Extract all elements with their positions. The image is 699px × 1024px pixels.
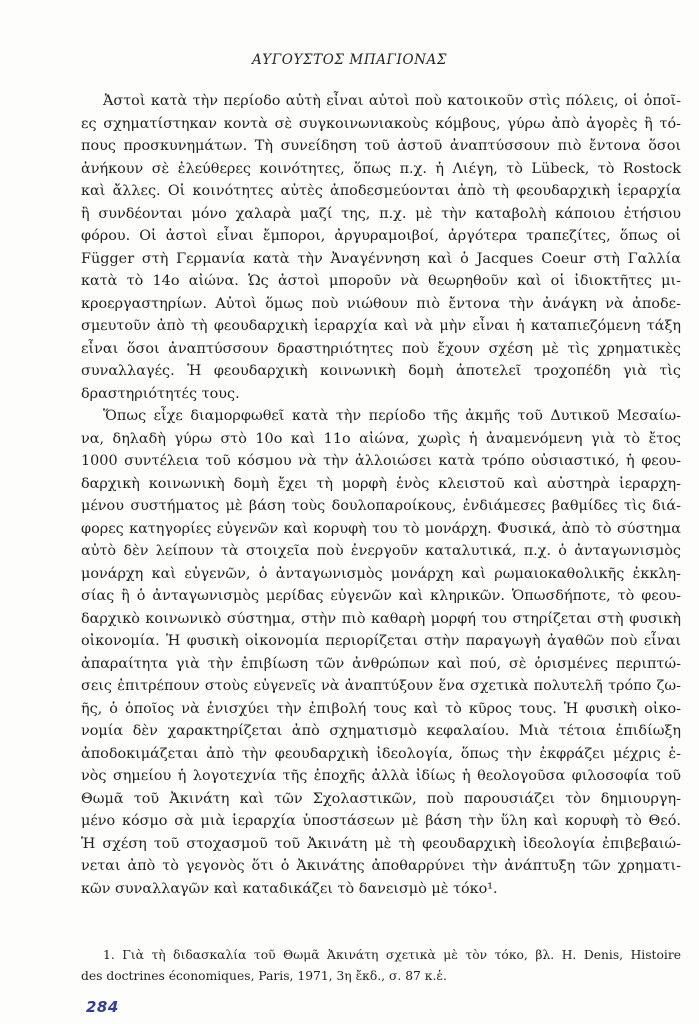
text-line: εἶναι ὅσοι ἀναπτύσσουν δραστηριότητες ποὺ ἔχουν σχέση μὲ τὶς χρηματικὲς	[81, 340, 681, 357]
page-number: 284	[86, 998, 119, 1016]
text-line: σίας ἢ ὁ ἀνταγωνισμὸς μερίδας εὐγενῶν καὶ κληρικῶν. Ὁπωσδήποτε, τὸ φεου-	[81, 588, 681, 604]
text-line: δαρχικὴ κοινωνικὴ δομὴ ἔχει τὴ μορφὴ ἑνὸς κλειστοῦ καὶ αὐστηρὰ ἱεραρχη-	[81, 475, 681, 492]
paragraph	[81, 405, 681, 900]
text-line: καὶ ἄλλες. Οἱ κοινότητες αὐτὲς ἀποδεσμεύονται ἀπὸ τὴ φεουδαρχικὴ ἱεραρχία	[81, 183, 681, 199]
text-line: ες σχηματίστηκαν κοντὰ σὲ συγκοινωνιακοὺς κόμβους, γύρω ἀπὸ ἀγορὲς ἢ τό-	[81, 115, 681, 132]
body-text	[81, 90, 681, 900]
text-line: φορες κατηγορίες εὐγενῶν καὶ κορυφὴ του τὸ μονάρχη. Φυσικά, ἀπὸ τὸ σύστημα	[81, 520, 681, 537]
text-line: δαρχικὸ κοινωνικὸ σύστημα, στὴν πιὸ καθαρὴ μορφή του στηρίζεται στὴ φυσικὴ	[81, 610, 681, 627]
text-line: νομία δὲν χαρακτηρίζεται ἀπὸ σχηματισμὸ κεφαλαίου. Μιὰ τέτοια ἐπιδίωξη	[81, 723, 681, 739]
text-line: οἰκονομία. Ἡ φυσικὴ οἰκονομία περιορίζεται στὴν παραγωγὴ ἀγαθῶν ποὺ εἶναι	[81, 633, 681, 649]
text-line: νὸς σημείου ἡ λογοτεχνία τῆς ἐποχῆς ἀλλὰ ἰδίως ἡ θεολογοῦσα φιλοσοφία τοῦ	[81, 768, 681, 784]
footnote-line: des doctrines économiques, Paris, 1971, 3η ἔκδ., σ. 87 κ.ἑ.	[81, 969, 447, 983]
text-line: Ἡ σχέση τοῦ στοχασμοῦ τοῦ Ἀκινάτη μὲ τὴ φεουδαρχικὴ ἰδεολογία ἐπιβεβαιώ-	[81, 835, 681, 852]
text-line: μένο κόσμο σὰ μιὰ ἱεραρχία ὑποστάσεων μὲ βάση τὴν ὕλη καὶ κορυφὴ τὸ Θεό.	[81, 813, 681, 829]
text-line: 1000 συντέλεια τοῦ κόσμου νὰ τὴν ἀλλοιώσει κατὰ τρόπο οὐσιαστικό, ἡ φεου-	[81, 453, 681, 469]
text-line: Ἀστοὶ κατὰ τὴν περίοδο αὐτὴ εἶναι αὐτοὶ ποὺ κατοικοῦν στὶς πόλεις, οἱ ὁποῖ-	[103, 93, 681, 109]
text-line: ῆς, ὁ ὁποῖος νὰ ἐνισχύει τὴν ἐπιβολή τους καὶ τὸ κῦρος τους. Ἡ φυσικὴ οἰκο-	[81, 700, 681, 717]
text-line: συναλλαγές. Ἡ φεουδαρχικὴ κοινωνικὴ δομὴ ἀποτελεῖ τροχοπέδη γιὰ τὶς	[81, 363, 681, 379]
text-line: σμευτοῦν ἀπὸ τὴ φεουδαρχικὴ ἱεραρχία καὶ νὰ μὴν εἶναι ἡ καταπιεζόμενη τάξη	[81, 318, 681, 334]
footnote	[81, 945, 681, 987]
text-line: μένου συστήματος μὲ βάση τοὺς δουλοπαροίκους, ἐνδιάμεσες βαθμίδες τὶς διά-	[81, 498, 681, 514]
text-line: κροεργαστηρίων. Αὐτοὶ ὅμως ποὺ νιώθουν πιὸ ἔντονα τὴν ἀνάγκη νὰ ἀποδε-	[81, 295, 681, 312]
footnote-line: 1. Γιὰ τὴ διδασκαλία τοῦ Θωμᾶ Ἀκινάτη σχετικὰ μὲ τὸν τόκο, βλ. H. Denis, Histoire	[103, 948, 681, 962]
text-line: πους προσκυνημάτων. Τὴ συνείδηση τοῦ ἀστοῦ ἀναπτύσσουν πιὸ ἔντονα ὅσοι	[81, 138, 681, 154]
text-line: κῶν συναλλαγῶν καὶ καταδικάζει τὸ δανεισμὸ μὲ τόκο¹.	[81, 880, 498, 897]
text-line: μονάρχη καὶ εὐγενῶν, ὁ ἀνταγωνισμὸς μονάρχη καὶ ρωμαιοκαθολικῆς ἐκκλη-	[81, 565, 681, 582]
text-line: ἀπαραίτητα γιὰ τὴν ἐπιβίωση τῶν ἀνθρώπων καὶ πού, σὲ ὁρισμένες περιπτώ-	[81, 655, 681, 672]
text-line: δραστηριότητές τους.	[81, 385, 240, 402]
text-line: ἀποδοκιμάζεται ἀπὸ τὴν φεουδαρχικὴ ἰδεολογία, ὅπως τὴν ἐκφράζει μέχρις ἑ-	[81, 745, 681, 762]
text-line: ἢ συνδέονται μόνο χαλαρὰ μαζί της, π.χ. μὲ τὴν καταβολὴ κάποιου ἐτήσιου	[81, 205, 681, 222]
text-line: Θωμᾶ τοῦ Ἀκινάτη καὶ τῶν Σχολαστικῶν, ποὺ παρουσιάζει τὸν δημιουργη-	[81, 790, 681, 807]
paragraph	[81, 90, 681, 405]
text-line: Függer στὴ Γερμανία κατὰ τὴν Ἀναγέννηση καὶ ὁ Jacques Coeur στὴ Γαλλία	[81, 250, 681, 267]
text-line: αὐτὸ δὲν λείπουν τὰ στοιχεῖα ποὺ ἐνεργοῦν καταλυτικά, π.χ. ὁ ἀνταγωνισμὸς	[81, 543, 681, 559]
text-line: κατὰ τὸ 14ο αἰώνα. Ὡς ἀστοὶ μποροῦν νὰ θεωρηθοῦν καὶ οἱ ἰδιοκτῆτες μι-	[81, 273, 681, 289]
text-line: νεται ἀπὸ τὸ γεγονὸς ὅτι ὁ Ἀκινάτης ἀποθαρρύνει τὴν ἀνάπτυξη τῶν χρηματι-	[81, 858, 681, 874]
text-line: να, δηλαδὴ γύρω στὸ 10ο καὶ 11ο αἰώνα, χωρὶς ἡ ἀναμενόμενη γιὰ τὸ ἔτος	[81, 430, 681, 447]
text-line: ἀνήκουν σὲ ἐλεύθερες κοινότητες, ὅπως π.χ. ἡ Λιέγη, τὸ Lübeck, τὸ Rostock	[81, 160, 681, 177]
running-head: ΑΥΓΟΥΣΤΟΣ ΜΠΑΓΙΟΝΑΣ	[251, 52, 448, 68]
text-line: σεις ἐπιτρέπουν στοὺς εὐγενεῖς νὰ ἀναπτύξουν ἕνα σχετικὰ πολυτελῆ τρόπο ζω-	[81, 678, 681, 694]
text-line: φόρου. Οἱ ἀστοὶ εἶναι ἔμποροι, ἀργυραμοιβοί, ἀργότερα τραπεζίτες, ὅπως οἱ	[81, 228, 681, 244]
text-line: Ὅπως εἶχε διαμορφωθεῖ κατὰ τὴν περίοδο τῆς ἀκμῆς τοῦ Δυτικοῦ Μεσαίω-	[103, 408, 681, 424]
